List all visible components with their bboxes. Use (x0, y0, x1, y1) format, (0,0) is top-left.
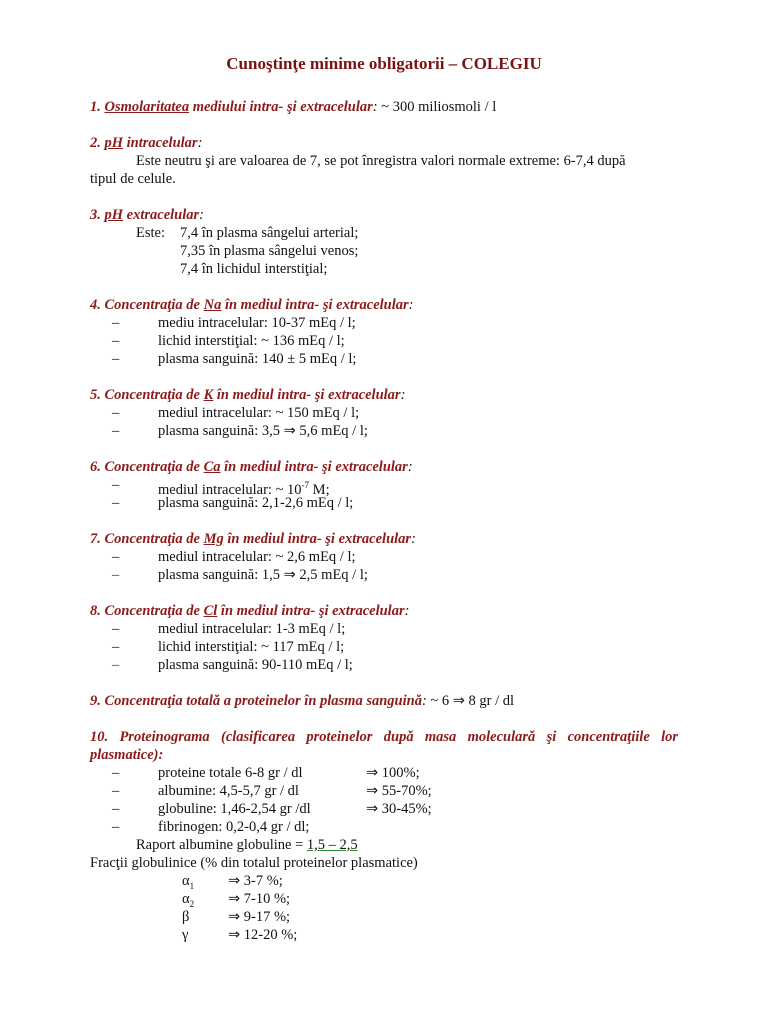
section-1-heading: 1. Osmolaritatea mediului intra- şi extracelular (90, 99, 373, 115)
section-6-heading: 6. Concentraţia de Ca în mediul intra- şi extracelular: (90, 459, 413, 475)
osmolarity-value: ~ 300 miliosmoli / l (377, 99, 497, 115)
ratio-value: 1,5 – 2,5 (306, 837, 358, 853)
section-10-heading-line1: 10. Proteinograma (clasificarea proteinelor după masa moleculară şi concentraţiile lor (90, 729, 678, 745)
section-2-text-line1: Este neutru şi are valoarea de 7, se pot înregistra valori normale extreme: 6-7,4 după (136, 153, 626, 169)
section-1: 1. Osmolaritatea mediului intra- şi extracelular: ~ 300 miliosmoli / l (90, 99, 497, 115)
section-3-line1: 7,4 în plasma sângelui arterial; (180, 225, 359, 241)
section-9: 9. Concentraţia totală a proteinelor în plasma sanguină: ~ 6 ⇒ 8 gr / dl (90, 693, 515, 709)
section-2-text-line2: tipul de celule. (90, 171, 176, 187)
total-protein-value: ~ 6 ⇒ 8 gr / dl (426, 693, 515, 709)
section-5-heading: 5. Concentraţia de K în mediul intra- şi extracelular: (90, 387, 406, 403)
section-10-heading-line2: plasmatice): (90, 747, 164, 763)
section-3-heading: 3. pH extracelular: (90, 207, 204, 223)
section-3-line3: 7,4 în lichidul interstiţial; (180, 261, 328, 277)
section-2-heading: 2. pH intracelular: (90, 135, 203, 151)
fractions-label: Fracţii globulinice (% din totalul proteinelor plasmatice) (90, 855, 418, 871)
section-8-heading: 8. Concentraţia de Cl în mediul intra- şi extracelular: (90, 603, 410, 619)
ratio-line: Raport albumine globuline = 1,5 – 2,5 (136, 837, 358, 853)
section-4-heading: 4. Concentraţia de Na în mediul intra- şi extracelular: (90, 297, 414, 313)
document-page: Cunoştinţe minime obligatorii – COLEGIU 1. Osmolaritatea mediului intra- şi extracelular: ~ 300 miliosmoli / l 2. pH intracelular: Este neutru şi are valoarea de 7, se pot înregistra valori normale extreme: 6-7,4 după tipul de celule. 3. pH extracelular: Este: 7,4 în plasma sângelui arterial; 7,35 în plasma sângelui venos; 7,4 în lichidul interstiţial; 4. Concentraţia de Na în mediul intra- şi extracelular: – mediu intracelular: 10-37 mEq / l; – lichid interstiţial: ~ 136 mEq / l; – plasma sanguină: 140 ± 5 mEq / l; 5. Concentraţia de K în mediul intra- şi extracelular: – mediul intracelular: ~ 150 mEq / l; – plasma sanguină: 3,5 ⇒ 5,6 mEq / l; 6. Concentraţia de Ca în mediul intra- şi extracelular: – mediul intracelular: ~ $10^{-7}$ M; – plasma sanguină: 2,1-2,6 mEq / l; 7. Concentraţia de Mg în mediul intra- şi extracelular: – mediul intracelular: ~ 2,6 mEq / l; – plasma sanguină: 1,5 ⇒ 2,5 mEq / l; 8. Concentraţia de Cl în mediul intra- şi extracelular: – mediul intracelular: 1-3 mEq / l; – lichid interstiţial: ~ 117 mEq / l; – plasma sanguină: 90-110 mEq / l; 9. Concentraţia totală a proteinelor în plasma sanguină: ~ 6 ⇒ 8 gr / dl 10. Proteinograma (clasificarea proteinelor după masa moleculară şi concentraţiile lor plasmatice): – proteine totale 6-8 gr / dl ⇒ 100%; – albumine: 4,5-5,7 gr / dl ⇒ 55-70%; – globuline: 1,46-2,54 gr /dl ⇒ 30-45%; – fibrinogen: 0,2-0,4 gr / dl; Raport albumine globuline = 1,5 – 2,5 Fracţii globulinice (% din totalul proteinelor plasmatice) $\alpha_1$ ⇒ 3-7 %; $\alpha_2$ ⇒ 7-10 %; β ⇒ 9-17 %; γ ⇒ 12-20 %; (0, 0, 768, 1024)
page-title: Cunoştinţe minime obligatorii – COLEGIU (226, 54, 542, 73)
section-3-line2: 7,35 în plasma sângelui venos; (180, 243, 359, 259)
section-7-heading: 7. Concentraţia de Mg în mediul intra- şi extracelular: (90, 531, 416, 547)
section-3-label: Este: (136, 225, 165, 241)
